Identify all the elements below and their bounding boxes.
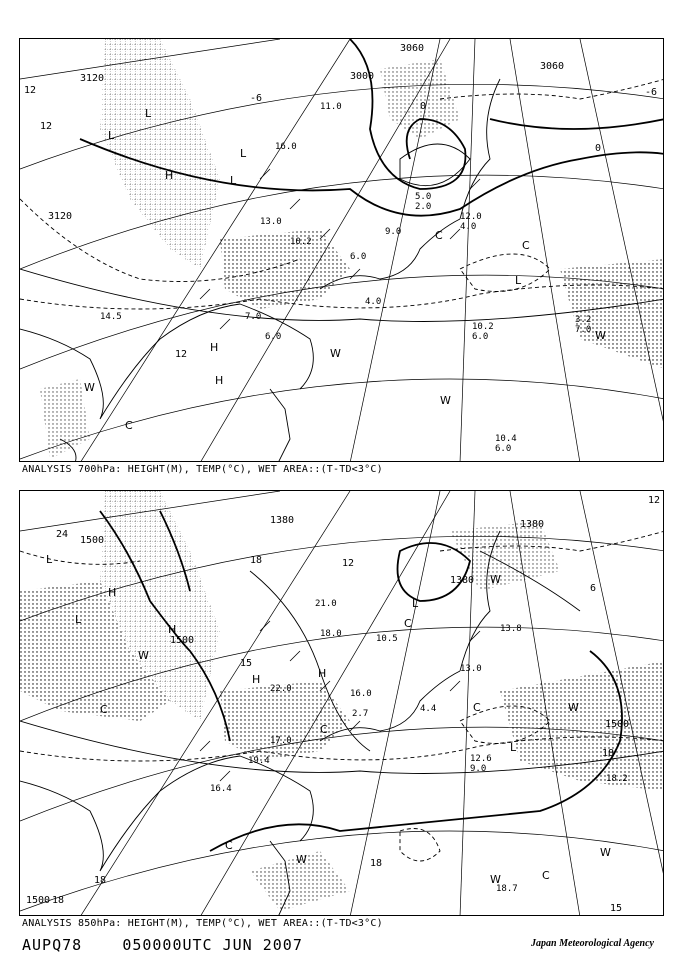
- high-symbol: H: [168, 623, 177, 636]
- low-symbol: L: [75, 613, 82, 626]
- warm-symbol: W: [440, 394, 451, 407]
- station-value: 13.0: [460, 664, 482, 674]
- warm-symbol: W: [490, 873, 501, 886]
- height-label: 1500: [170, 635, 195, 646]
- station-value: 16.4: [210, 784, 232, 794]
- temp-label: 18: [602, 748, 615, 759]
- wet-areas: [40, 39, 664, 459]
- cold-symbol: C: [435, 229, 443, 242]
- map-700hpa-canvas: [20, 39, 664, 462]
- station-value: 16.0: [275, 142, 297, 152]
- warm-symbol: W: [296, 853, 307, 866]
- station-value: 10.2: [290, 237, 312, 247]
- station-value: 9.0: [385, 227, 402, 237]
- temp-label: 24: [56, 529, 69, 540]
- high-symbol: H: [210, 341, 219, 354]
- station-value: 19.4: [248, 756, 270, 766]
- warm-symbol: W: [84, 381, 95, 394]
- low-symbol: L: [145, 107, 152, 120]
- map-panel-700hpa: [19, 38, 664, 462]
- chart-datetime: 050000UTC JUN 2007: [122, 936, 303, 954]
- station-value: 2.7: [352, 709, 369, 719]
- station-value: 21.0: [315, 599, 337, 609]
- temp-label: 0: [595, 143, 602, 154]
- cold-symbol: C: [522, 239, 530, 252]
- map-panel-850hpa: [19, 490, 664, 916]
- temp-label: 0: [420, 101, 427, 112]
- station-value: 4.0: [460, 222, 477, 232]
- station-value: 13.0: [260, 217, 282, 227]
- station-value: 4.4: [420, 704, 437, 714]
- station-value: 6.0: [350, 252, 367, 262]
- temp-label: 15: [240, 658, 253, 669]
- station-value: 6.0: [495, 444, 512, 454]
- cold-symbol: C: [125, 419, 133, 432]
- low-symbol: L: [515, 274, 522, 287]
- station-value: 10.4: [495, 434, 517, 444]
- station-value: 3.2: [575, 315, 592, 325]
- temp-label: 12: [342, 558, 355, 569]
- agency-credit: Japan Meteorological Agency: [531, 938, 654, 949]
- warm-symbol: W: [600, 846, 611, 859]
- chart-identifier: [22, 936, 303, 954]
- temp-label: 15: [610, 903, 623, 914]
- warm-symbol: W: [330, 347, 341, 360]
- station-value: 9.0: [470, 764, 487, 774]
- station-value: 11.0: [320, 102, 342, 112]
- low-symbol: L: [230, 174, 237, 187]
- station-value: 5.0: [415, 192, 432, 202]
- height-label: 1500: [605, 719, 630, 730]
- temp-label: 12: [648, 495, 661, 506]
- high-symbol: H: [165, 169, 174, 182]
- caption-850hpa: ANALYSIS 850hPa: HEIGHT(M), TEMP(°C), WET AREA::(T-TD<3°C): [22, 918, 383, 929]
- station-value: 18.0: [320, 629, 342, 639]
- height-label: 1500: [80, 535, 105, 546]
- station-value: 18.2: [606, 774, 628, 784]
- station-value: 6.0: [472, 332, 489, 342]
- station-value: 16.0: [350, 689, 372, 699]
- height-label: 3060: [540, 61, 565, 72]
- station-value: 12.0: [460, 212, 482, 222]
- temp-label: 12: [24, 85, 37, 96]
- height-label: 3120: [48, 211, 73, 222]
- warm-symbol: W: [568, 701, 579, 714]
- cold-symbol: C: [473, 701, 481, 714]
- temp-label: 12: [175, 349, 188, 360]
- height-label: 3000: [350, 71, 375, 82]
- station-value: 14.5: [100, 312, 122, 322]
- height-label: 1380: [450, 575, 475, 586]
- height-label: 1380: [520, 519, 545, 530]
- chart-code: AUPQ78: [22, 936, 83, 954]
- temp-label: 12: [40, 121, 53, 132]
- station-value: 22.0: [270, 684, 292, 694]
- high-symbol: H: [318, 667, 327, 680]
- station-value: 10.2: [472, 322, 494, 332]
- cold-symbol: C: [542, 869, 550, 882]
- warm-symbol: W: [595, 329, 606, 342]
- cold-symbol: C: [100, 703, 108, 716]
- temp-label: 18: [250, 555, 263, 566]
- temp-label: 18: [94, 875, 107, 886]
- low-symbol: L: [510, 741, 517, 754]
- station-value: 4.0: [365, 297, 382, 307]
- temp-label: -6: [250, 93, 263, 104]
- station-value: 10.5: [376, 634, 398, 644]
- warm-symbol: W: [138, 649, 149, 662]
- station-value: 17.0: [270, 736, 292, 746]
- height-label: 1380: [270, 515, 295, 526]
- high-symbol: H: [252, 673, 261, 686]
- station-value: 12.6: [470, 754, 492, 764]
- temp-label: 6: [590, 583, 597, 594]
- station-value: 13.8: [500, 624, 522, 634]
- station-value: 2.0: [415, 202, 432, 212]
- low-symbol: L: [46, 553, 53, 566]
- map-850hpa-canvas: [20, 491, 664, 916]
- cold-symbol: C: [320, 723, 328, 736]
- height-label: 3120: [80, 73, 105, 84]
- station-value: 18.7: [496, 884, 518, 894]
- height-label: 1500: [26, 895, 51, 906]
- cold-symbol: C: [404, 617, 412, 630]
- warm-symbol: W: [490, 573, 501, 586]
- height-label: 3060: [400, 43, 425, 54]
- station-value: 7.0: [245, 312, 262, 322]
- low-symbol: L: [108, 129, 115, 142]
- station-value: 7.0: [575, 325, 592, 335]
- cold-symbol: C: [225, 839, 233, 852]
- low-symbol: L: [412, 597, 419, 610]
- temp-label: -6: [645, 87, 658, 98]
- warm-symbol: L: [240, 147, 247, 160]
- high-symbol: H: [108, 586, 117, 599]
- temp-label: 18: [52, 895, 65, 906]
- temp-label: 18: [370, 858, 383, 869]
- station-value: 6.0: [265, 332, 282, 342]
- caption-700hpa: ANALYSIS 700hPa: HEIGHT(M), TEMP(°C), WET AREA::(T-TD<3°C): [22, 464, 383, 475]
- high-symbol: H: [215, 374, 224, 387]
